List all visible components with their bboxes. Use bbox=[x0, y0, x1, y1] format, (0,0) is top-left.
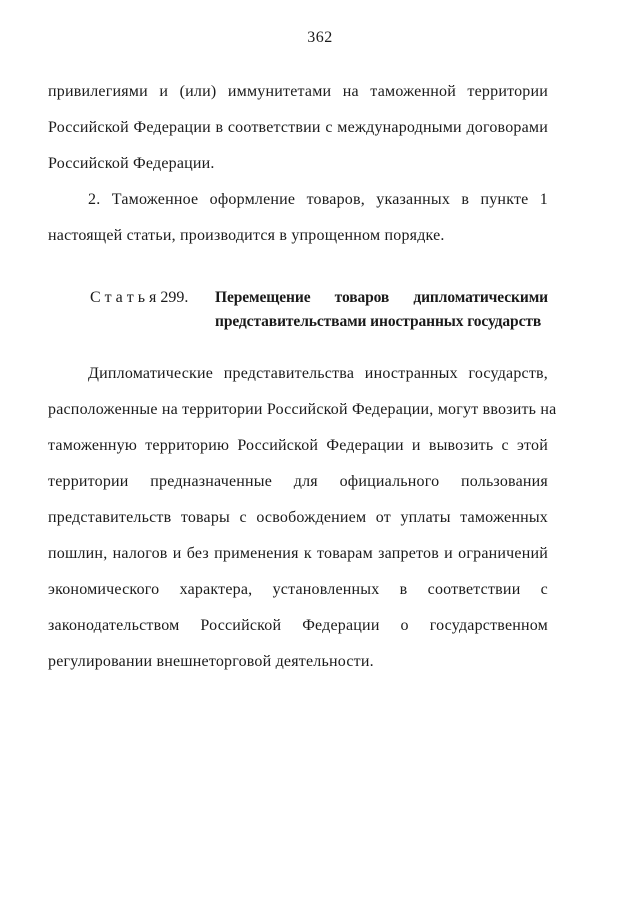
text-line: 2. Таможенное оформление товаров, указанных в пункте 1 bbox=[88, 191, 548, 208]
text-line: пошлин, налогов и без применения к товарам запретов и ограничений bbox=[48, 545, 548, 562]
paragraph-clause-2 bbox=[48, 182, 548, 254]
text-line: расположенные на территории Российской Федерации, могут ввозить на bbox=[48, 401, 557, 418]
text-line: территории предназначенные для официального пользования bbox=[48, 473, 548, 490]
text-line: таможенную территорию Российской Федерации и вывозить с этой bbox=[48, 437, 548, 454]
article-number-label: С т а т ь я 299. bbox=[90, 289, 189, 306]
text-line: представительств товары с освобождением от уплаты таможенных bbox=[48, 509, 548, 526]
paragraph-continuation bbox=[48, 74, 548, 182]
article-heading bbox=[48, 286, 548, 334]
page-number: 362 bbox=[307, 29, 333, 46]
article-title bbox=[215, 286, 548, 334]
text-line: Дипломатические представительства иностранных государств, bbox=[88, 365, 548, 382]
paragraph-article-body bbox=[48, 356, 557, 680]
text-line: привилегиями и (или) иммунитетами на таможенной территории bbox=[48, 83, 548, 100]
article-title-line: представительствами иностранных государств bbox=[215, 313, 542, 330]
text-line: экономического характера, установленных в соответствии с bbox=[48, 581, 548, 598]
page-content bbox=[0, 74, 640, 680]
text-line: настоящей статьи, производится в упрощенном порядке. bbox=[48, 227, 445, 244]
text-line: законодательством Российской Федерации о государственном bbox=[48, 617, 548, 634]
text-line: регулировании внешнеторговой деятельности. bbox=[48, 653, 374, 670]
text-line: Российской Федерации в соответствии с международными договорами bbox=[48, 119, 548, 136]
article-title-line: Перемещение товаров дипломатическими bbox=[215, 289, 548, 306]
text-line: Российской Федерации. bbox=[48, 155, 215, 172]
